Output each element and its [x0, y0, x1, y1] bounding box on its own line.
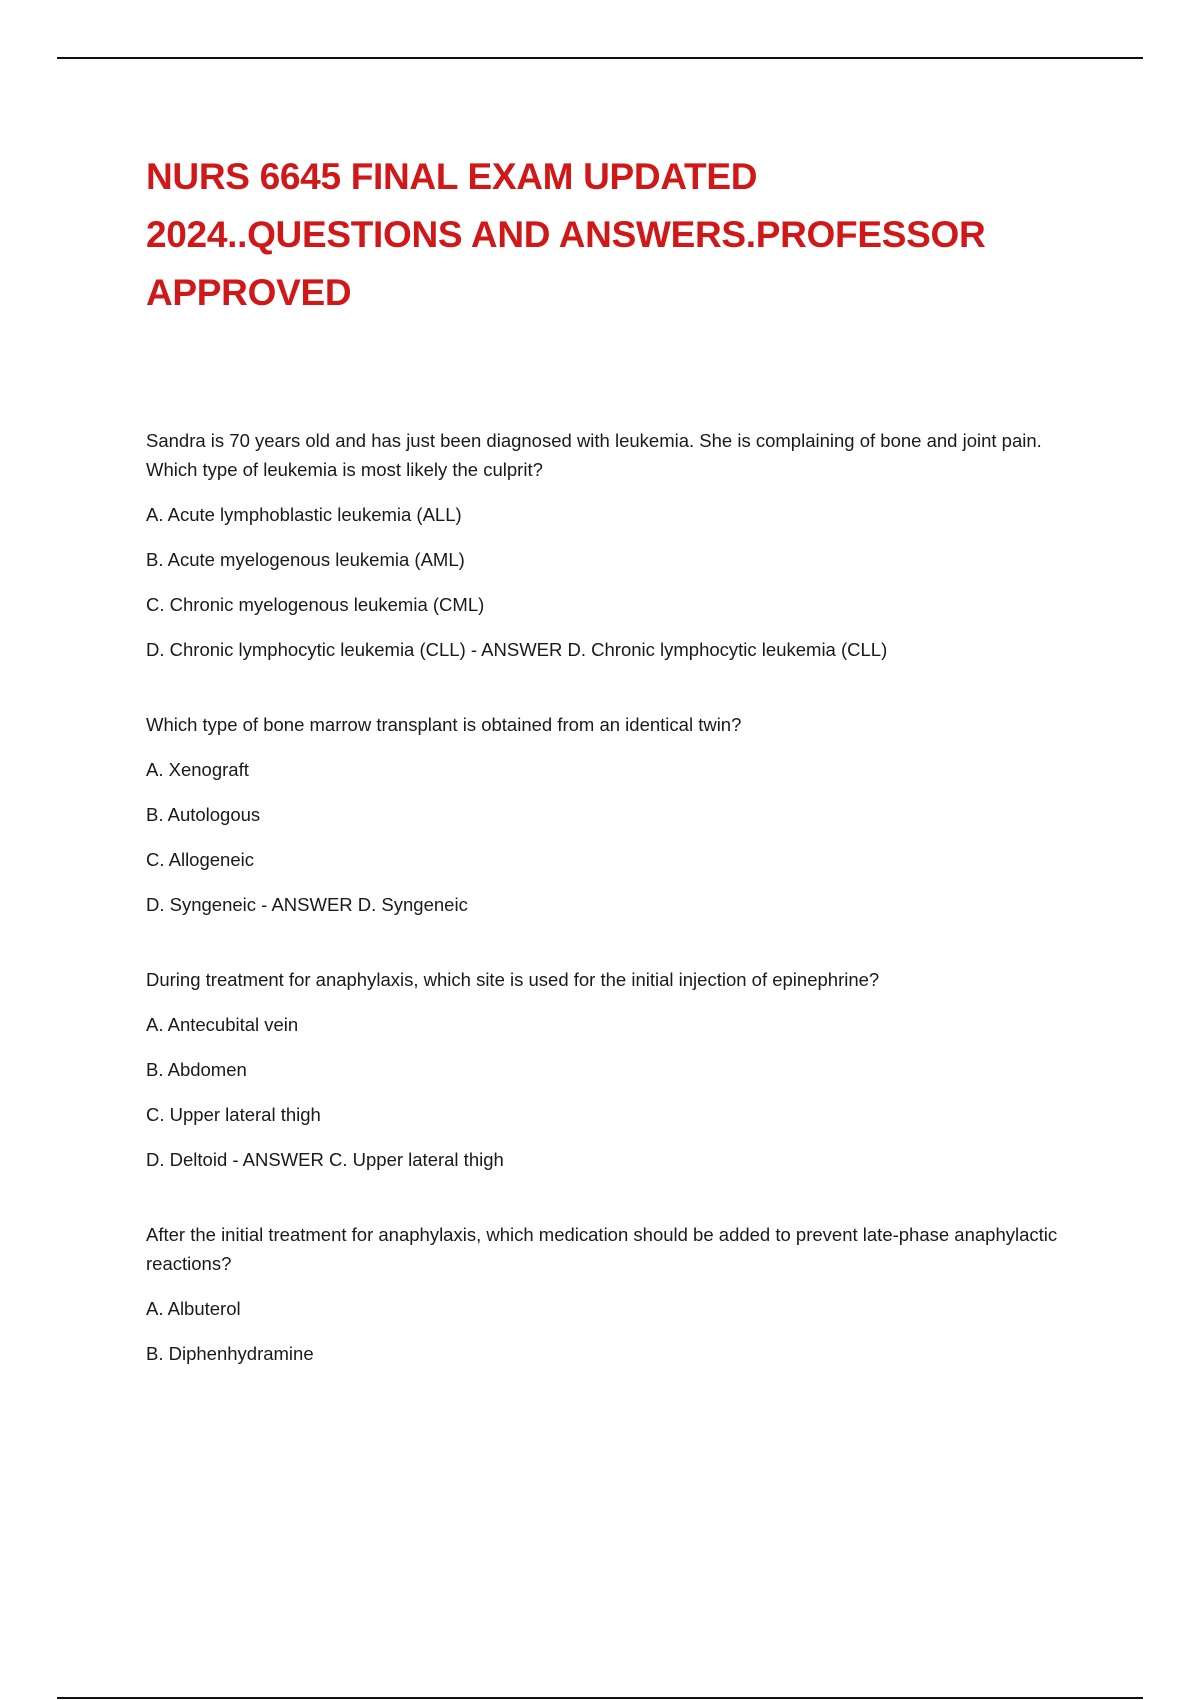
question-list: [146, 426, 1086, 1414]
question-3: [146, 965, 1086, 1174]
answer-option: C. Allogeneic: [146, 849, 254, 870]
top-rule: [57, 57, 1143, 59]
answer-option: B. Acute myelogenous leukemia (AML): [146, 549, 465, 570]
answer-option: C. Upper lateral thigh: [146, 1104, 321, 1125]
answer-option: A. Xenograft: [146, 759, 249, 780]
answer-option: A. Acute lymphoblastic leukemia (ALL): [146, 504, 462, 525]
answer-option-with-answer: D. Syngeneic - ANSWER D. Syngeneic: [146, 894, 468, 915]
answer-option-with-answer: D. Deltoid - ANSWER C. Upper lateral thigh: [146, 1149, 504, 1170]
question-text: During treatment for anaphylaxis, which site is used for the initial injection of epinephrine?: [146, 969, 880, 990]
question-1: [146, 426, 1086, 664]
bottom-rule: [57, 1697, 1143, 1699]
answer-option: C. Chronic myelogenous leukemia (CML): [146, 594, 485, 615]
answer-option: A. Antecubital vein: [146, 1014, 299, 1035]
question-2: [146, 710, 1086, 919]
question-text: Sandra is 70 years old and has just been diagnosed with leukemia. She is complaining of bone and joint pain. Which type of leukemia is most likely the culprit?: [146, 430, 1042, 480]
answer-option: B. Diphenhydramine: [146, 1343, 314, 1364]
question-text: After the initial treatment for anaphylaxis, which medication should be added to prevent late-phase anaphylactic reactions?: [146, 1224, 1058, 1274]
question-text: Which type of bone marrow transplant is obtained from an identical twin?: [146, 714, 742, 735]
answer-option: A. Albuterol: [146, 1298, 241, 1319]
answer-option: B. Abdomen: [146, 1059, 247, 1080]
document-title: NURS 6645 FINAL EXAM UPDATED 2024..QUESTIONS AND ANSWERS.PROFESSOR APPROVED: [146, 156, 986, 313]
answer-option-with-answer: D. Chronic lymphocytic leukemia (CLL) - ANSWER D. Chronic lymphocytic leukemia (CLL): [146, 639, 888, 660]
question-4: [146, 1220, 1086, 1368]
answer-option: B. Autologous: [146, 804, 261, 825]
